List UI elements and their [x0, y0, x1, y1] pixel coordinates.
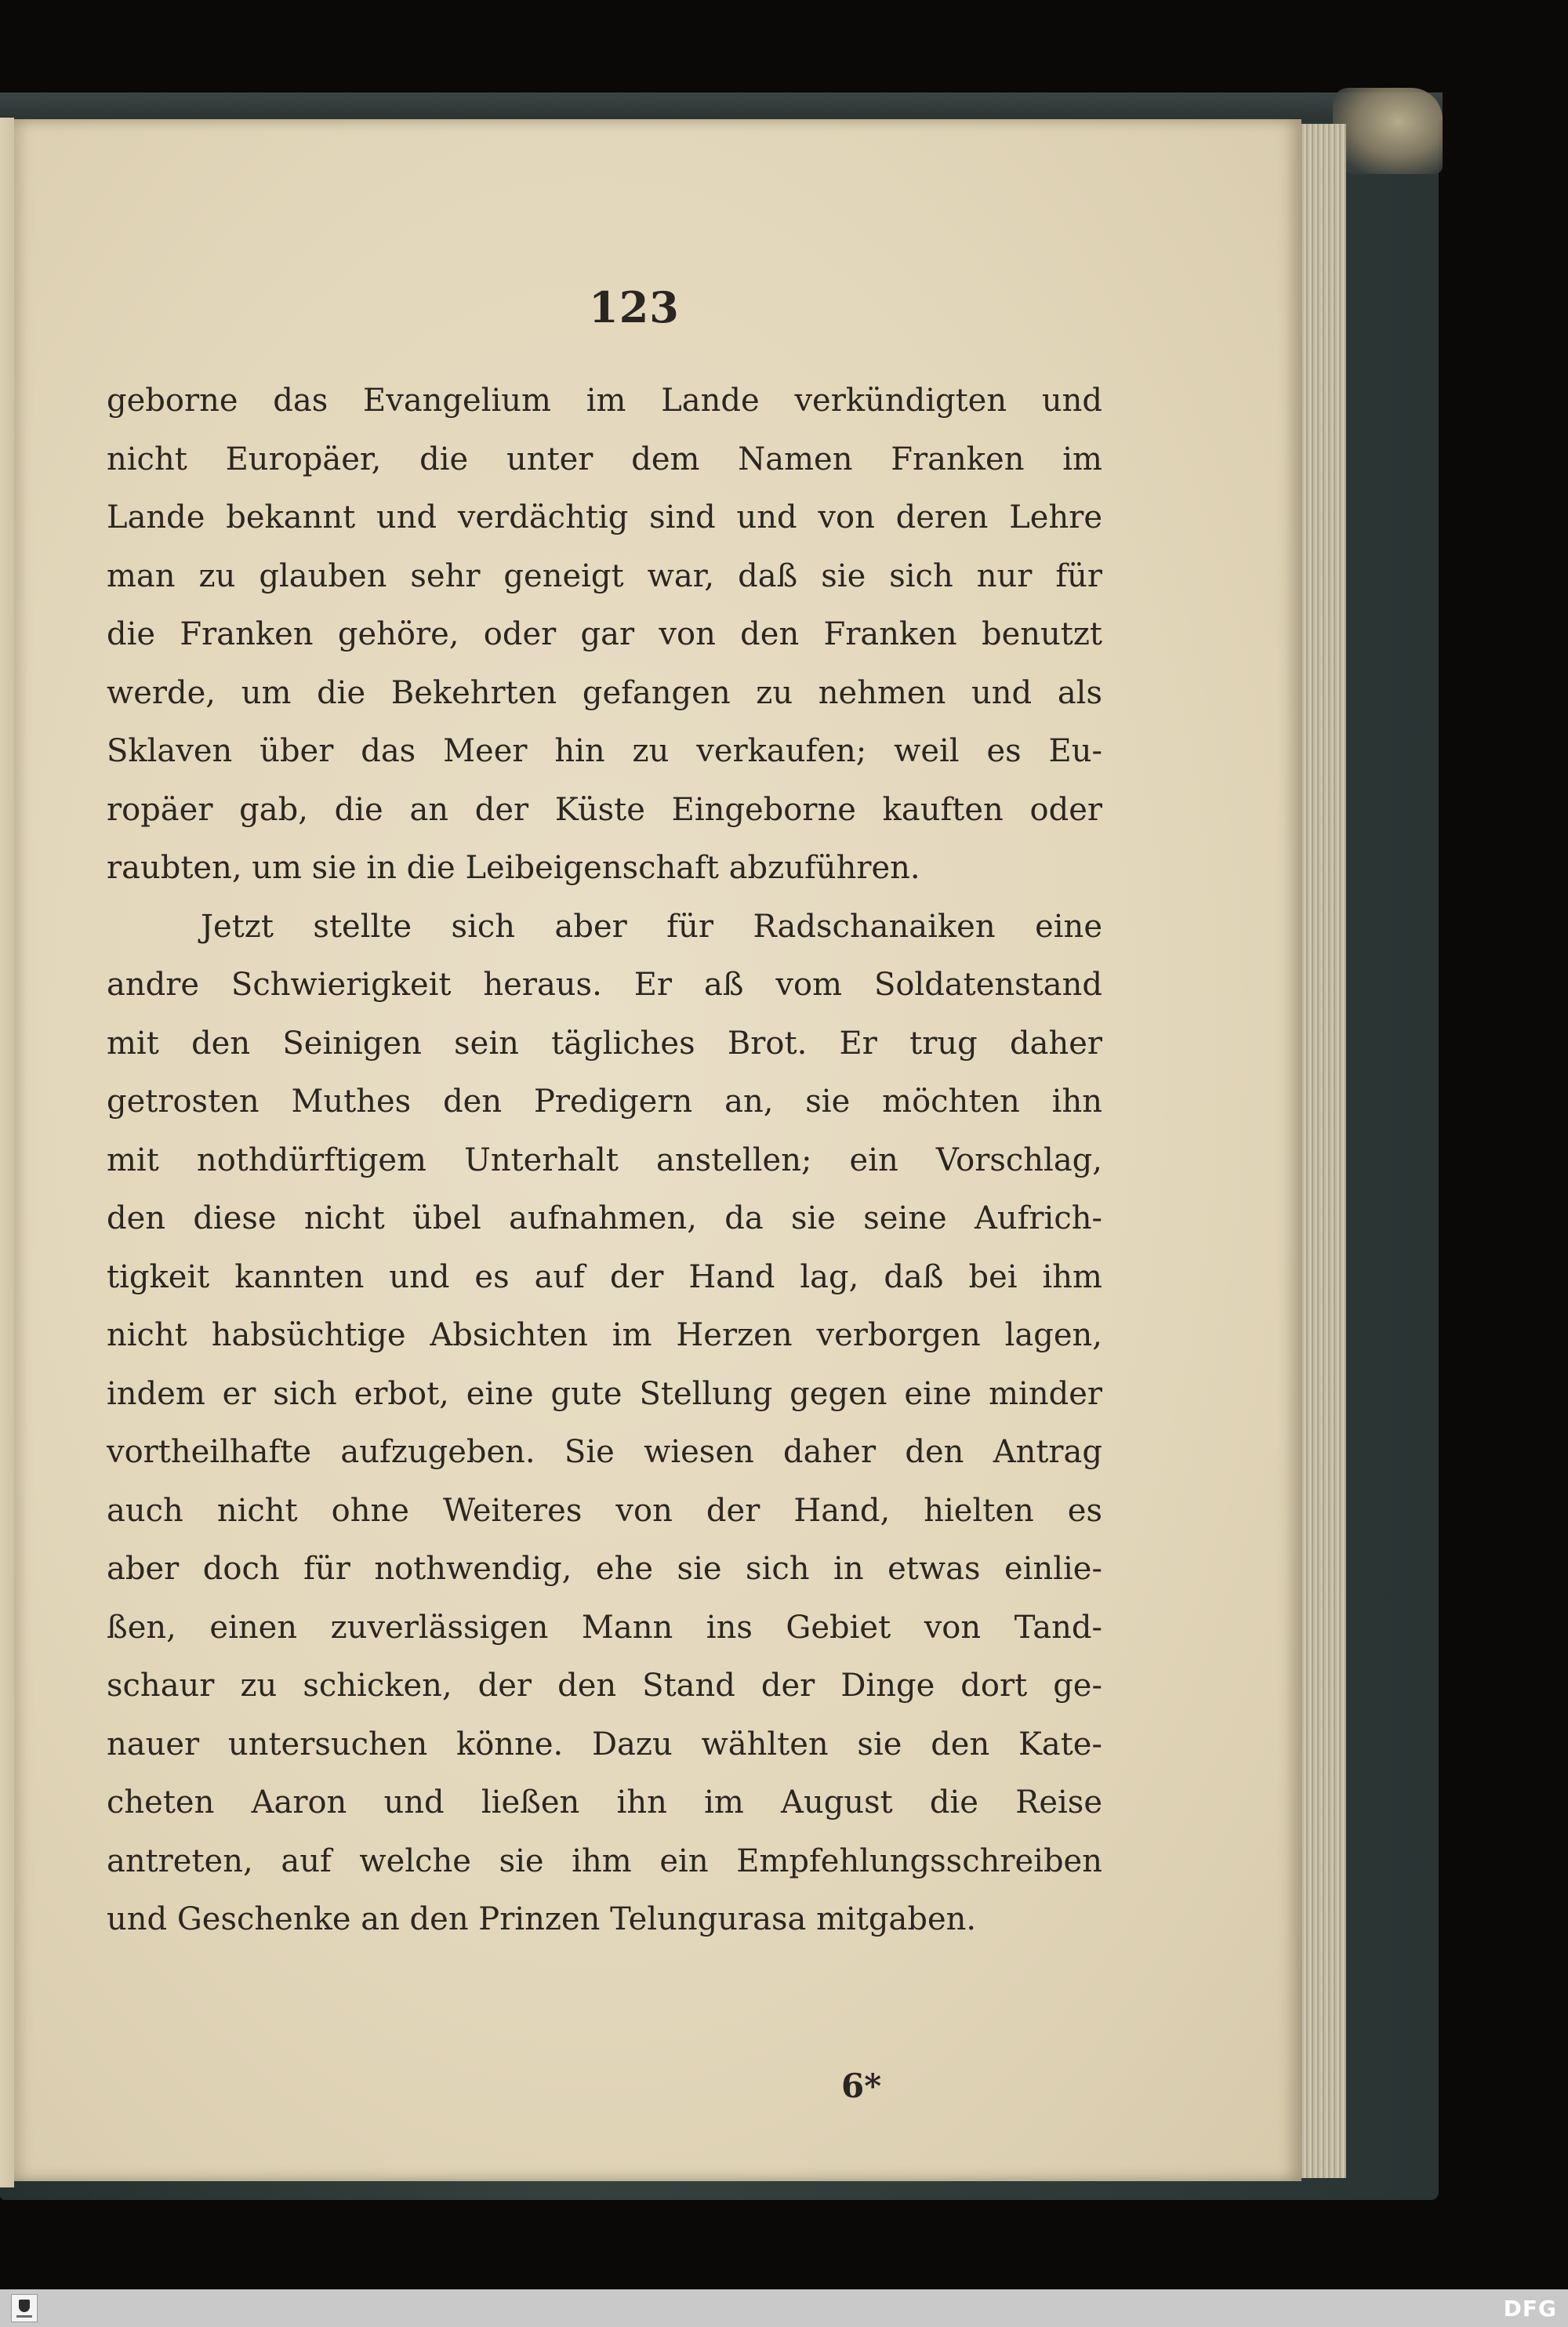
worn-cover-corner	[1333, 88, 1443, 174]
text-line: vortheilhafte aufzugeben. Sie wiesen daher den Antrag	[107, 1434, 1102, 1470]
text-line: nicht Europäer, die unter dem Namen Franken im	[107, 441, 1102, 477]
text-line: getrosten Muthes den Predigern an, sie möchten ihn	[107, 1084, 1102, 1120]
text-line: tigkeit kannten und es auf der Hand lag, daß bei ihm	[107, 1258, 1102, 1295]
previous-page-edge	[0, 118, 14, 2187]
text-line: schaur zu schicken, der den Stand der Dinge dort ge-	[107, 1668, 1102, 1704]
text-line: aber doch für nothwendig, ehe sie sich in etwas einlie-	[107, 1551, 1102, 1587]
library-logo-icon	[11, 2294, 38, 2322]
text-line: cheten Aaron und ließen ihn im August die Reise	[107, 1784, 1102, 1821]
text-line: indem er sich erbot, eine gute Stellung gegen eine minder	[107, 1375, 1102, 1412]
text-line: auch nicht ohne Weiteres von der Hand, hielten es	[107, 1492, 1102, 1529]
dfg-logo: DFG	[1503, 2296, 1557, 2322]
viewer-footer-bar	[0, 2289, 1568, 2327]
text-line: Lande bekannt und verdächtig sind und von deren Lehre	[107, 499, 1102, 535]
page-body-text	[107, 372, 1102, 1949]
text-line: ropäer gab, die an der Küste Eingeborne kauften oder	[107, 791, 1102, 828]
printer-signature-mark: 6*	[841, 2067, 882, 2105]
text-line: man zu glauben sehr geneigt war, daß sie sich nur für	[107, 557, 1102, 594]
text-line: mit den Seinigen sein tägliches Brot. Er trug daher	[107, 1025, 1102, 1062]
text-line: raubten, um sie in die Leibeigenschaft abzuführen.	[107, 850, 920, 886]
book-cover-top-edge	[0, 93, 1443, 121]
page-number: 123	[589, 282, 680, 332]
text-line: nauer untersuchen könne. Dazu wählten sie den Kate-	[107, 1726, 1102, 1762]
text-line: den diese nicht übel aufnahmen, da sie seine Aufrich-	[107, 1200, 1102, 1236]
text-line: Jetzt stellte sich aber für Radschanaiken eine	[201, 908, 1102, 945]
text-line: geborne das Evangelium im Lande verkündigten und	[107, 383, 1102, 419]
text-line: Sklaven über das Meer hin zu verkaufen; weil es Eu-	[107, 733, 1102, 769]
text-line: andre Schwierigkeit heraus. Er aß vom Soldatenstand	[107, 967, 1102, 1003]
text-line: mit nothdürftigem Unterhalt anstellen; ein Vorschlag,	[107, 1142, 1102, 1178]
text-line: nicht habsüchtige Absichten im Herzen verborgen lagen,	[107, 1317, 1102, 1353]
text-line: ßen, einen zuverlässigen Mann ins Gebiet von Tand-	[107, 1609, 1102, 1646]
text-line: antreten, auf welche sie ihm ein Empfehlungsschreiben	[107, 1842, 1102, 1879]
page-edges	[1298, 124, 1346, 2178]
text-line: werde, um die Bekehrten gefangen zu nehmen und als	[107, 674, 1102, 711]
text-line: und Geschenke an den Prinzen Telungurasa mitgaben.	[107, 1901, 977, 1937]
text-line: die Franken gehöre, oder gar von den Franken benutzt	[107, 616, 1102, 652]
book-page	[14, 119, 1301, 2181]
